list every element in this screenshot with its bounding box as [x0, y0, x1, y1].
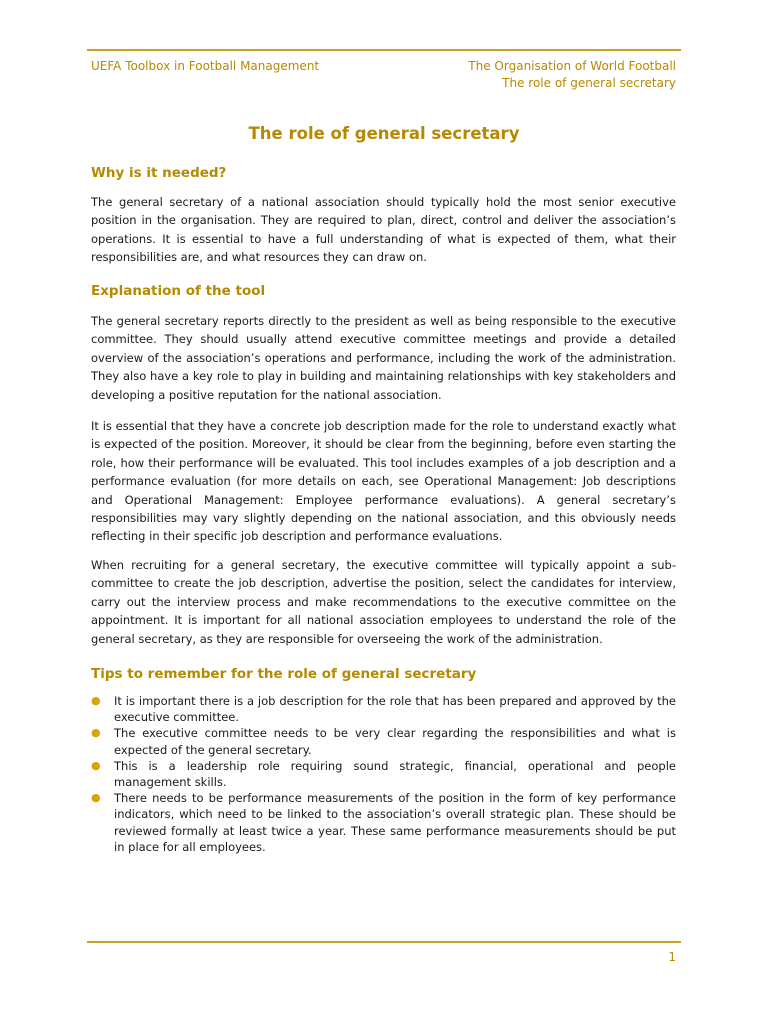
running-header-right: [468, 58, 676, 92]
tip-item: [91, 758, 676, 790]
page-title: The role of general secretary: [248, 124, 520, 143]
paragraph-explanation-2: It is essential that they have a concrete job description made for the role to understand exactly what is expected of the position. Moreover, it should be clear from the beginning, before even starting the role, how their performance will be evaluated. This tool includes examples of a job description and a performance evaluation (for more details on each, see Operational Management: Job descriptions and Operational Management: Employee performance evaluations). A general secretary’s responsibilities may vary slightly depending on the national association, and this obviously needs reflecting in their specific job description and performance evaluations.: [91, 419, 676, 544]
running-header-left: [91, 58, 319, 75]
tip-item: [91, 790, 676, 855]
tip-text: It is important there is a job description for the role that has been prepared and approved by the executive committee.: [114, 694, 676, 725]
paragraph-explanation-1: The general secretary reports directly to the president as well as being responsible to the executive committee. They should usually attend executive committee meetings and provide a detailed overview of the association’s operations and performance, including the work of the administration. They also have a key role to play in building and maintaining relationships with key stakeholders and developing a positive reputation for the national association.: [91, 314, 676, 402]
bullet-icon: ●: [91, 791, 101, 805]
bullet-icon: ●: [91, 726, 101, 740]
header-series-title: UEFA Toolbox in Football Management: [91, 59, 320, 73]
page-number: 1: [668, 950, 676, 964]
tip-item: [91, 725, 676, 757]
section-heading-explanation: Explanation of the tool: [91, 283, 266, 299]
bullet-icon: ●: [91, 694, 101, 707]
tip-text: There needs to be performance measurements of the position in the form of key performance indicators, which need to be linked to the association’s overall strategic plan. These should be reviewed formally at least twice a year. These same performance measurements should be put in place for all employees.: [114, 791, 676, 854]
paragraph-explanation-3: When recruiting for a general secretary, the executive committee will typically appoint a sub-committee to create the job description, advertise the position, select the candidates for interview, carry out the interview process and make recommendations to the executive committee on the appointment. It is important for all national association employees to understand the role of the general secretary, as they are responsible for overseeing the work of the administration.: [91, 558, 676, 646]
section-heading-why: Why is it needed?: [91, 165, 227, 181]
header-chapter-title: The Organisation of World Football: [468, 59, 676, 73]
tips-list: [91, 693, 676, 855]
section-heading-tips: Tips to remember for the role of general secretary: [91, 666, 477, 682]
tip-text: The executive committee needs to be very clear regarding the responsibilities and what is expected of the general secretary.: [114, 726, 676, 757]
bullet-icon: ●: [91, 758, 101, 772]
tip-item: [91, 693, 676, 725]
header-rule: [87, 49, 681, 51]
header-topic-title: The role of general secretary: [502, 76, 676, 90]
tip-text: This is a leadership role requiring sound strategic, financial, operational and people management skills.: [114, 758, 676, 790]
footer-rule: [87, 941, 681, 943]
paragraph-why-1: The general secretary of a national association should typically hold the most senior executive position in the organisation. They are required to plan, direct, control and deliver the association’s operations. It is essential to have a full understanding of what is expected of them, what their responsibilities are, and what resources they can draw on.: [91, 195, 676, 265]
